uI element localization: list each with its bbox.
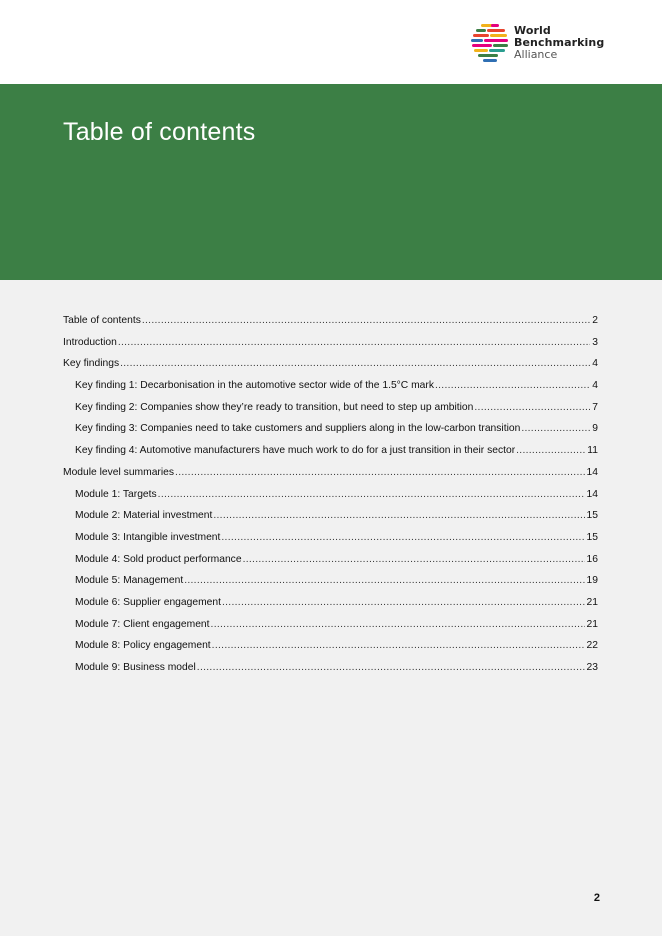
toc-entry-page: 11 (587, 445, 598, 457)
wba-logo-icon (471, 23, 511, 63)
table-of-contents (63, 310, 598, 679)
toc-entry-label: Module 5: Management (75, 575, 184, 587)
logo-line-2: Benchmarking (514, 36, 605, 49)
toc-entry-page: 15 (586, 531, 598, 543)
toc-entry[interactable] (63, 635, 598, 657)
toc-entry-label: Table of contents (63, 315, 141, 326)
toc-entry-page: 7 (592, 401, 598, 413)
toc-entry[interactable] (63, 418, 598, 440)
logo-line-3: Alliance (514, 48, 558, 61)
toc-entry[interactable] (63, 592, 598, 614)
toc-entry-label: Module 6: Supplier engagement (75, 596, 221, 608)
toc-entry[interactable] (63, 549, 598, 571)
toc-entry-label: Module level summaries (63, 466, 175, 478)
title-banner (0, 84, 662, 280)
toc-leader-dots (213, 505, 584, 527)
toc-entry-label: Key finding 1: Decarbonisation in the automotive sector wide of the 1.5°C mark (75, 380, 434, 392)
toc-entry-label: Module 7: Client engagement (75, 618, 210, 630)
toc-entry-label: Module 2: Material investment (75, 510, 213, 522)
toc-entry-label: Introduction (63, 336, 117, 348)
toc-entry-page: 21 (586, 618, 598, 630)
toc-entry[interactable] (63, 462, 598, 484)
toc-leader-dots (222, 592, 585, 614)
toc-leader-dots (197, 657, 585, 679)
toc-entry-page: 23 (586, 662, 598, 673)
toc-entry[interactable] (63, 527, 598, 549)
toc-entry[interactable] (63, 505, 598, 527)
page-number: 2 (593, 892, 600, 904)
toc-entry[interactable] (63, 440, 598, 462)
toc-leader-dots (120, 353, 590, 375)
page-title: Table of contents (63, 118, 256, 146)
toc-leader-dots (435, 375, 590, 397)
toc-entry[interactable] (63, 657, 598, 679)
logo-line-1: World (514, 24, 551, 37)
toc-leader-dots (175, 462, 585, 484)
toc-entry-label: Key finding 2: Companies show they’re ready to transition, but need to step up ambition (75, 401, 474, 413)
toc-entry-page: 9 (592, 423, 598, 435)
toc-entry-page: 3 (592, 336, 598, 348)
toc-entry-label: Module 4: Sold product performance (75, 553, 242, 565)
toc-entry[interactable] (63, 484, 598, 506)
toc-entry[interactable] (63, 397, 598, 419)
toc-leader-dots (118, 332, 590, 354)
toc-entry-page: 22 (586, 640, 598, 652)
toc-leader-dots (211, 614, 585, 636)
toc-entry-label: Module 8: Policy engagement (75, 640, 211, 652)
toc-entry-page: 21 (586, 596, 598, 608)
page-header (0, 0, 662, 84)
toc-entry[interactable] (63, 570, 598, 592)
toc-leader-dots (142, 310, 590, 332)
toc-entry[interactable] (63, 614, 598, 636)
toc-leader-dots (221, 527, 584, 549)
toc-leader-dots (158, 484, 585, 506)
toc-leader-dots (243, 549, 585, 571)
toc-entry-page: 14 (586, 488, 598, 500)
toc-entry-page: 4 (592, 380, 598, 392)
toc-entry-page: 19 (586, 575, 598, 587)
toc-entry-page: 16 (586, 553, 598, 565)
toc-entry[interactable] (63, 353, 598, 375)
toc-leader-dots (474, 397, 590, 419)
toc-leader-dots (184, 570, 584, 592)
toc-entry[interactable] (63, 375, 598, 397)
toc-leader-dots (521, 418, 590, 440)
toc-leader-dots (212, 635, 585, 657)
toc-entry-label: Module 9: Business model (75, 662, 196, 673)
toc-leader-dots (516, 440, 585, 462)
toc-entry-page: 15 (586, 510, 598, 522)
toc-entry-label: Module 1: Targets (75, 488, 157, 500)
toc-entry-label: Module 3: Intangible investment (75, 531, 221, 543)
toc-entry-label: Key finding 4: Automotive manufacturers have much work to do for a just transition in their sector (75, 445, 516, 457)
toc-entry-label: Key findings (63, 358, 120, 370)
toc-entry[interactable] (63, 310, 598, 332)
toc-entry-page: 2 (592, 315, 598, 326)
toc-entry-label: Key finding 3: Companies need to take customers and suppliers along in the low-carbon transition (75, 423, 521, 435)
logo-text (514, 25, 604, 61)
toc-entry[interactable] (63, 332, 598, 354)
toc-entry-page: 14 (586, 466, 598, 478)
toc-entry-page: 4 (592, 358, 598, 370)
wba-logo (471, 23, 611, 65)
